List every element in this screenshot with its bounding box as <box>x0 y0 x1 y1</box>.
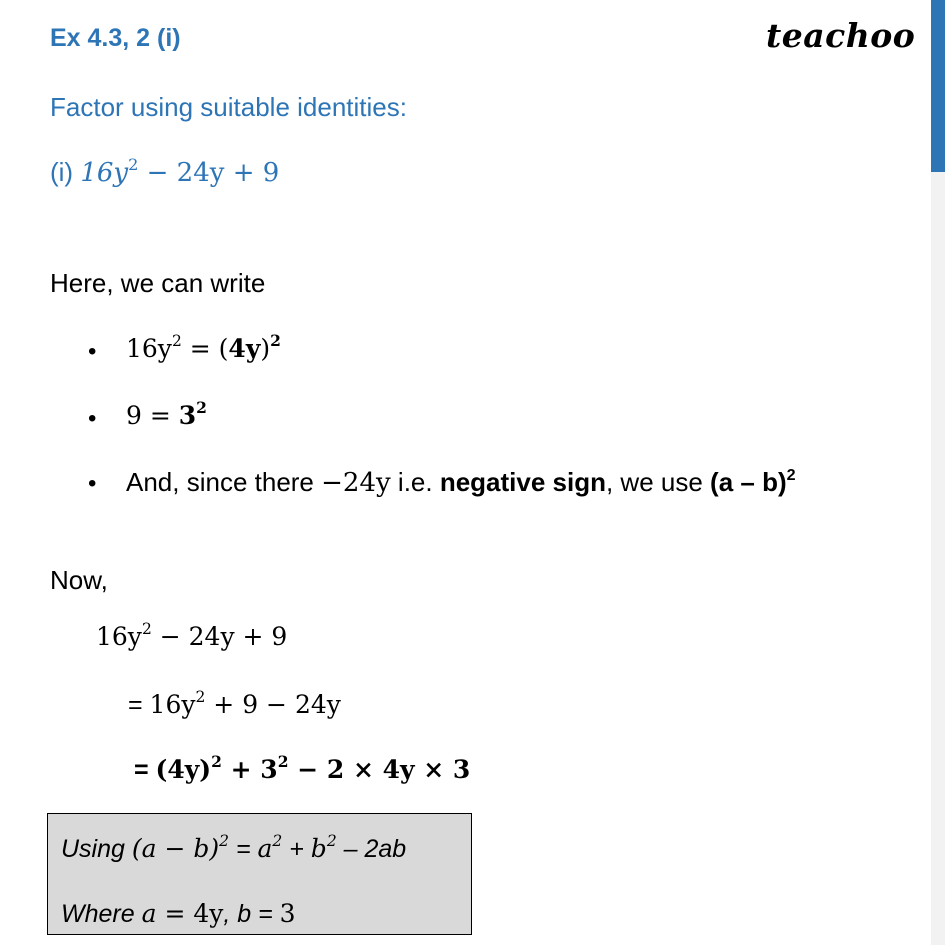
b1-lhs: 16y <box>126 334 172 363</box>
h1-a: a <box>257 834 273 863</box>
h2-bval: 3 <box>279 899 296 928</box>
now-label: Now, <box>50 565 108 595</box>
expr-rest: − 24y + 9 <box>138 158 280 188</box>
b1-exp: 2 <box>171 332 182 351</box>
s3-exp1: 2 <box>211 752 222 772</box>
bullet-item-2 <box>126 398 207 431</box>
b2-exp: 2 <box>196 398 207 418</box>
solution-step-3 <box>134 752 471 785</box>
solution-step-2 <box>128 690 341 720</box>
s2-exp: 2 <box>195 688 206 707</box>
b3-identity-exp: 2 <box>786 465 796 484</box>
s1-b: − 24y + 9 <box>151 622 288 651</box>
bullet-item-1 <box>126 331 281 364</box>
hint-line-1 <box>61 834 406 864</box>
h1-using: Using <box>61 835 132 863</box>
b1-eq: = ( <box>181 334 229 363</box>
hint-line-2 <box>61 899 296 929</box>
intro-text: Here, we can write <box>50 268 266 298</box>
h1-rest: – 2ab <box>336 835 407 863</box>
b3-mid: i.e. <box>390 467 440 497</box>
part-label: (i) <box>50 157 81 187</box>
b2-base: 3 <box>178 401 197 430</box>
b3-post: , we use <box>605 467 711 497</box>
question-expression <box>50 154 280 188</box>
teachoo-logo: teachoo <box>766 16 916 55</box>
b3-pre: And, since there <box>126 467 322 497</box>
s1-exp: 2 <box>141 620 152 639</box>
h1-plus: + <box>282 835 311 863</box>
s3-a: (4y) <box>155 755 212 784</box>
h2-a: a <box>141 899 157 928</box>
identity-hint-box <box>47 813 472 935</box>
exercise-title: Ex 4.3, 2 (i) <box>50 24 181 52</box>
h2-where: Where <box>61 900 142 928</box>
scrollbar-thumb[interactable] <box>931 0 945 172</box>
h1-lhs-exp: 2 <box>219 832 230 851</box>
bullet-dot: • <box>88 405 97 432</box>
s3-b: + 3 <box>221 755 278 784</box>
s3-exp2: 2 <box>277 752 289 772</box>
s1-a: 16y <box>96 622 142 651</box>
h1-b-exp: 2 <box>326 832 337 851</box>
b3-bold: negative sign <box>439 467 606 497</box>
s2-a: 16y <box>149 690 196 719</box>
bullet-dot: • <box>88 338 97 365</box>
b3-identity: (a – b) <box>710 467 787 497</box>
b1-rexp: 2 <box>270 331 281 351</box>
h2-sep: , b = <box>223 900 280 928</box>
expr-term: 16y <box>80 158 129 188</box>
bullet-item-3 <box>126 467 796 498</box>
b3-math: −24y <box>321 468 391 498</box>
h1-b: b <box>310 834 327 863</box>
s2-b: + 9 − 24y <box>205 690 341 719</box>
h1-lhs: (a − b) <box>131 834 220 863</box>
bullet-dot: • <box>88 470 97 497</box>
h1-a-exp: 2 <box>272 832 283 851</box>
s3-eq: = <box>134 756 156 784</box>
question-instruction: Factor using suitable identities: <box>50 92 407 122</box>
s2-eq: = <box>128 691 150 719</box>
solution-step-1 <box>96 622 287 652</box>
b2-lhs: 9 = <box>126 401 179 430</box>
b1-close: ) <box>260 334 271 363</box>
h1-eq: = <box>229 835 258 863</box>
s3-c: − 2 × 4y × 3 <box>288 755 471 784</box>
expr-exponent: 2 <box>128 154 139 174</box>
b1-base: 4y <box>228 334 261 363</box>
h2-aval: = 4y <box>156 899 224 928</box>
